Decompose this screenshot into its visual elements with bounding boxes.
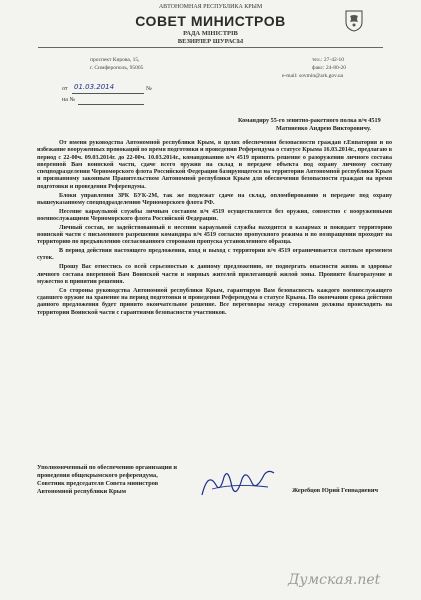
date-underline: [72, 93, 144, 94]
page-title: СОВЕТ МИНИСТРОВ: [135, 13, 286, 29]
body-paragraph: Несение караульной службы личным составом в/ч 4519 осуществляется без оружия, совместно с вооруженными военнослужащими Черноморского флота Российской Федерации.: [37, 208, 392, 222]
signer-name: Жеребцов Юрий Геннадиевич: [292, 487, 379, 494]
header-divider: [38, 47, 383, 48]
footer-line1: Уполномоченный по обеспечению организации и: [37, 464, 178, 471]
header-sub2: ВЕЗИРЛЕР ШУРАСЫ: [177, 38, 244, 45]
address-fax: факс: 24-80-20: [312, 65, 347, 71]
body-paragraph: Со стороны руководства Автономной республики Крым, гарантирую Вам безопасность каждого военнослужащего сдавшего оружие на хранение на период подготовки и проведения Референдума о статусе Крыма. По окончании срока действия данного предложения будет принято окончательное решение. Все переговоры между сторонами должны происходить на территории Воинской части с гарантиями безопасности участников.: [37, 287, 392, 316]
ref-date-handwritten: 01.03.2014: [74, 83, 115, 91]
letter-body: [37, 140, 392, 318]
body-paragraph: От имени руководства Автономной республики Крым, в целях обеспечения безопасности граждан г.Евпатория и во избежание вооруженных провокаций во время подготовки и проведения Референдума о статусе Крыма 16.03.2014г., предлагаю в период с 22-00ч. 09.03.2014г. до 22-00ч. 10.03.2014г., командованию в/ч 4519 принять решение о разоружении личного состава вверенной Вам воинской части, сдаче всего оружия на склад и передаче объекта под охрану личному составу спецподразделения Черноморского флота Российской Федерации базирующегося на территории Автономной республики Крым и призванному законным Правительством Автономной республики Крым для обеспечения безопасности граждан на время подготовки и проведения Референдума.: [37, 140, 392, 190]
government-name: АВТОНОМНАЯ РЕСПУБЛИКА КРЫМ: [158, 4, 263, 10]
header-sub1: РАДА МІНІСТРІВ: [183, 30, 238, 37]
watermark-logo: Думская.net: [288, 572, 381, 588]
address-city: г. Симферополь, 95005: [90, 65, 144, 71]
recipient-line1: Командиру 55-го зенитно-ракетного полка в/ч 4519: [238, 117, 381, 124]
footer-line3: Советник председателя Совета министров: [37, 480, 159, 487]
signatory-title: [37, 464, 177, 496]
handwritten-signature: [198, 465, 278, 503]
address-email: e-mail: sovmin@ark.gov.ua: [282, 73, 344, 79]
body-paragraph: Личный состав, не задействованный в несении караульной службы находится в казармах и покидает территорию воинской части с письменного разрешения командира в/ч 4519 согласно пропускного режима и по возвращении проходит на территорию по предъявлению согласованного сторонами пропуска установленного образца.: [37, 224, 392, 246]
body-paragraph: Прошу Вас отнестись со всей серьезностью к данному предложению, не подвергать опасности жизнь и здоровье личного состава вверенной Вам Воинской части и мирных жителей прилегающей жилой зоны. Проявите благоразумие и мужество в принятии решения.: [37, 264, 392, 285]
crimea-emblem-icon: [345, 10, 363, 32]
ref-date-prefix: от: [62, 86, 68, 92]
address-tel: тел.: 27-42-10: [312, 57, 345, 63]
footer-line4: Автономной республики Крым: [37, 488, 126, 495]
number-underline: [78, 104, 144, 105]
ref-date-suffix: №: [146, 86, 152, 92]
address-street: проспект Кирова, 15,: [90, 57, 140, 63]
body-paragraph: Блоки управления ЗРК БУК-2М, так же подлежат сдаче на склад, опломбированию и передаче под охрану вышеуказанному спецподразделению Черноморского флота РФ.: [37, 192, 392, 206]
body-paragraph: В период действия настоящего предложения, вход и выход с территории в/ч 4519 ограничивается светлым временем суток.: [37, 248, 392, 262]
recipient-line2: Матвиенко Андрею Викторовичу.: [276, 125, 371, 132]
footer-line2: проведения общекрымского референдума,: [37, 472, 158, 479]
recipient-block: [238, 117, 381, 133]
ref-number-prefix: на №: [62, 97, 76, 103]
